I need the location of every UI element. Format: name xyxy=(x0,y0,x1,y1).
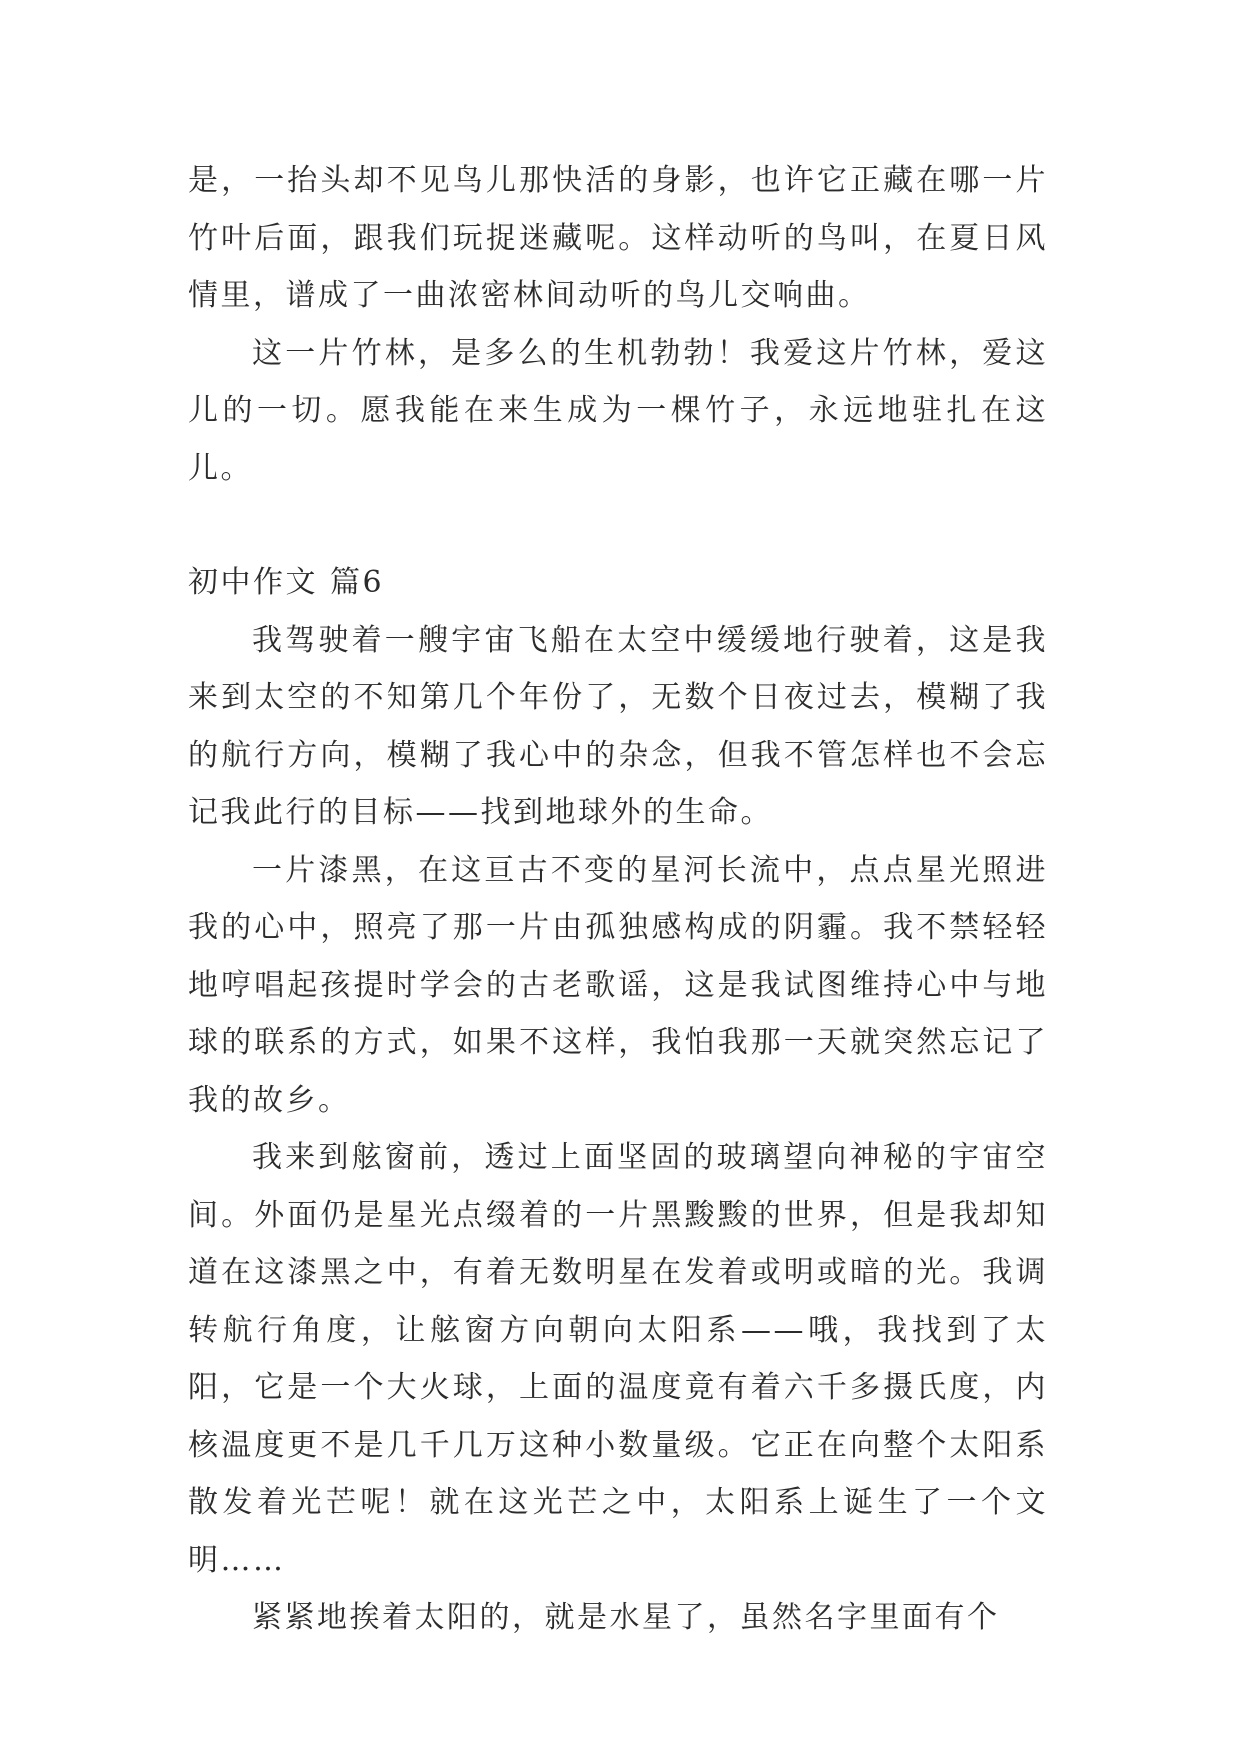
paragraph: 紧紧地挨着太阳的，就是水星了，虽然名字里面有个 xyxy=(252,1600,1000,1635)
paragraph-continued: 是，一抬头却不见鸟儿那快活的身影，也许它正藏在哪一片竹叶后面，跟我们玩捉迷藏呢。这样动听的鸟叫，在夏日风情里，谱成了一曲浓密林间动听的鸟儿交响曲。 xyxy=(188,163,1048,313)
document-body xyxy=(188,152,1048,1647)
paragraph: 我驾驶着一艘宇宙飞船在太空中缓缓地行驶着，这是我来到太空的不知第几个年份了，无数个日夜过去，模糊了我的航行方向，模糊了我心中的杂念，但我不管怎样也不会忘记我此行的目标——找到地球外的生命。 xyxy=(188,622,1048,830)
section-heading: 初中作文 篇6 xyxy=(188,565,385,600)
paragraph: 我来到舷窗前，透过上面坚固的玻璃望向神秘的宇宙空间。外面仍是星光点缀着的一片黑黢黢的世界，但是我却知道在这漆黑之中，有着无数明星在发着或明或暗的光。我调转航行角度，让舷窗方向朝向太阳系——哦，我找到了太阳，它是一个大火球，上面的温度竟有着六千多摄氏度，内核温度更不是几千几万这种小数量级。它正在向整个太阳系散发着光芒呢！就在这光芒之中，太阳系上诞生了一个文明…… xyxy=(188,1140,1048,1578)
paragraph: 一片漆黑，在这亘古不变的星河长流中，点点星光照进我的心中，照亮了那一片由孤独感构成的阴霾。我不禁轻轻地哼唱起孩提时学会的古老歌谣，这是我试图维持心中与地球的联系的方式，如果不这样，我怕我那一天就突然忘记了我的故乡。 xyxy=(188,852,1048,1118)
paragraph: 这一片竹林，是多么的生机勃勃！我爱这片竹林，爱这儿的一切。愿我能在来生成为一棵竹子，永远地驻扎在这儿。 xyxy=(188,335,1048,486)
